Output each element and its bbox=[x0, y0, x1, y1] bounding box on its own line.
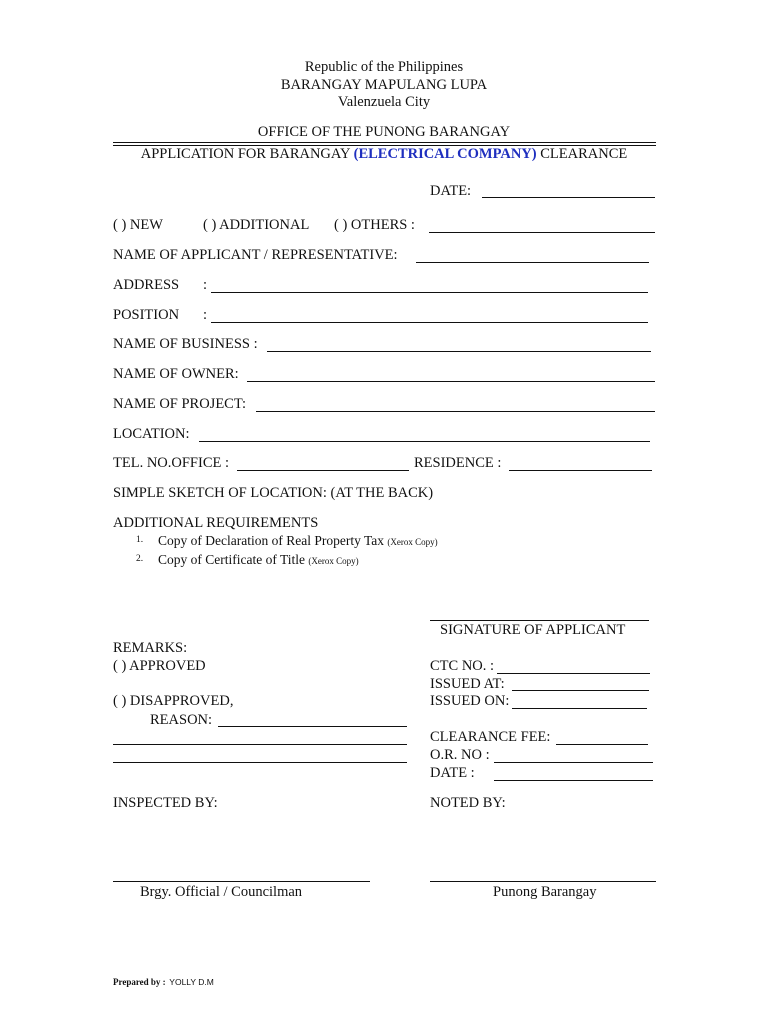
reason-field[interactable] bbox=[218, 726, 407, 727]
date-field[interactable] bbox=[482, 197, 655, 198]
clearance-fee-label: CLEARANCE FEE: bbox=[430, 729, 551, 745]
requirement-text: Copy of Declaration of Real Property Tax bbox=[158, 533, 384, 548]
address-colon: : bbox=[203, 277, 208, 293]
requirement-note: (Xerox Copy) bbox=[308, 556, 359, 566]
remarks-title: REMARKS: bbox=[113, 640, 188, 656]
address-field[interactable] bbox=[211, 292, 648, 293]
punong-title: Punong Barangay bbox=[493, 884, 597, 900]
requirements-title: ADDITIONAL REQUIREMENTS bbox=[113, 515, 319, 531]
issued-at-label: ISSUED AT: bbox=[430, 676, 505, 692]
approved-option[interactable]: ( ) APPROVED bbox=[113, 658, 206, 674]
position-label: POSITION bbox=[113, 307, 180, 323]
application-title-highlight: (ELECTRICAL COMPANY) bbox=[353, 146, 537, 162]
location-label: LOCATION: bbox=[113, 426, 190, 442]
address-label: ADDRESS bbox=[113, 277, 180, 293]
punong-signature-line[interactable] bbox=[430, 881, 656, 882]
tel-office-label: TEL. NO.OFFICE : bbox=[113, 455, 229, 471]
payment-date-field[interactable] bbox=[494, 780, 653, 781]
official-title: Brgy. Official / Councilman bbox=[140, 884, 303, 900]
requirement-number: 1. bbox=[136, 535, 144, 545]
noted-by-label: NOTED BY: bbox=[430, 795, 506, 811]
date-label: DATE: bbox=[430, 183, 472, 199]
requirement-item bbox=[158, 534, 438, 548]
disapproved-option[interactable]: ( ) DISAPPROVED, bbox=[113, 693, 234, 709]
header-republic: Republic of the Philippines bbox=[304, 59, 464, 75]
or-number-label: O.R. NO : bbox=[430, 747, 490, 763]
application-title bbox=[0, 147, 768, 162]
business-label: NAME OF BUSINESS : bbox=[113, 336, 258, 352]
requirement-number: 2. bbox=[136, 554, 144, 564]
type-additional-option[interactable]: ( ) ADDITIONAL bbox=[203, 217, 310, 233]
project-field[interactable] bbox=[256, 411, 655, 412]
requirement-text: Copy of Certificate of Title bbox=[158, 552, 305, 567]
owner-field[interactable] bbox=[247, 381, 655, 382]
signature-line[interactable] bbox=[430, 620, 649, 621]
reason-extra-line[interactable] bbox=[113, 762, 407, 763]
application-title-prefix: APPLICATION FOR BARANGAY bbox=[140, 146, 354, 162]
payment-date-label: DATE : bbox=[430, 765, 475, 781]
prepared-by-label: Prepared by : bbox=[113, 977, 166, 987]
header-city: Valenzuela City bbox=[337, 94, 431, 110]
owner-label: NAME OF OWNER: bbox=[113, 366, 239, 382]
prepared-by bbox=[113, 974, 214, 989]
type-new-option[interactable]: ( ) NEW bbox=[113, 217, 163, 233]
residence-label: RESIDENCE : bbox=[414, 455, 502, 471]
issued-on-label: ISSUED ON: bbox=[430, 693, 510, 709]
sketch-note: SIMPLE SKETCH OF LOCATION: (AT THE BACK) bbox=[113, 485, 434, 501]
reason-label: REASON: bbox=[150, 712, 213, 728]
position-field[interactable] bbox=[211, 322, 648, 323]
project-label: NAME OF PROJECT: bbox=[113, 396, 247, 412]
clearance-fee-field[interactable] bbox=[556, 744, 648, 745]
type-others-option[interactable]: ( ) OTHERS : bbox=[334, 217, 415, 233]
requirement-item bbox=[158, 553, 359, 567]
issued-at-field[interactable] bbox=[512, 690, 649, 691]
prepared-by-name: YOLLY D.M bbox=[169, 977, 214, 987]
tel-office-field[interactable] bbox=[237, 470, 409, 471]
reason-extra-line[interactable] bbox=[113, 744, 407, 745]
residence-field[interactable] bbox=[509, 470, 652, 471]
or-number-field[interactable] bbox=[494, 762, 653, 763]
header-barangay: BARANGAY MAPULANG LUPA bbox=[280, 77, 488, 93]
signature-label: SIGNATURE OF APPLICANT bbox=[440, 622, 626, 638]
ctc-label: CTC NO. : bbox=[430, 658, 495, 674]
header-rule-top bbox=[113, 142, 656, 143]
official-signature-line[interactable] bbox=[113, 881, 370, 882]
applicant-field[interactable] bbox=[416, 262, 649, 263]
requirement-note: (Xerox Copy) bbox=[387, 537, 438, 547]
location-field[interactable] bbox=[199, 441, 650, 442]
application-title-suffix: CLEARANCE bbox=[536, 146, 628, 162]
office-title: OFFICE OF THE PUNONG BARANGAY bbox=[257, 124, 511, 140]
business-field[interactable] bbox=[267, 351, 651, 352]
ctc-field[interactable] bbox=[497, 673, 650, 674]
issued-on-field[interactable] bbox=[512, 708, 647, 709]
position-colon: : bbox=[203, 307, 208, 323]
inspected-by-label: INSPECTED BY: bbox=[113, 795, 218, 811]
applicant-label: NAME OF APPLICANT / REPRESENTATIVE: bbox=[113, 247, 398, 263]
type-others-field[interactable] bbox=[429, 232, 655, 233]
